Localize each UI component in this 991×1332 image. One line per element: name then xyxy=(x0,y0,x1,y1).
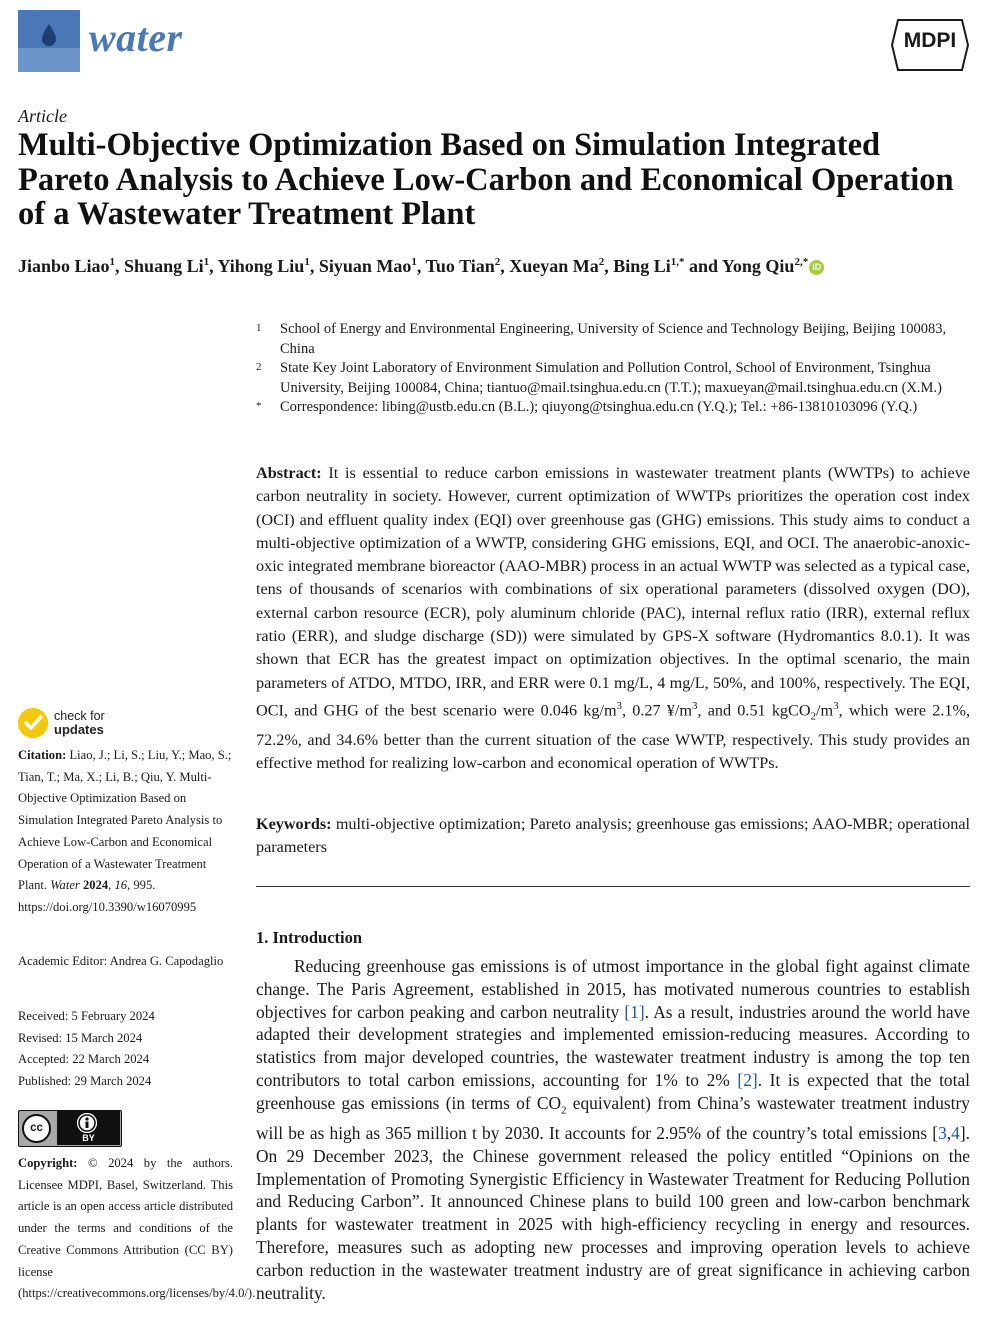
abstract-sup: 3 xyxy=(692,699,698,712)
intro-text: Reducing greenhouse gas emissions is of utmost importance in the global fight against climate change. The Paris Agreement, established in 2015, has motivated numerous countries to establish objectives for carbon peaking and carbon neutrality xyxy=(256,956,970,1022)
ref-bracket: ] xyxy=(959,1123,966,1144)
intro-text: . It is expected that the total greenhouse gas emissions (in terms of CO xyxy=(256,1069,970,1113)
introduction-paragraph xyxy=(256,955,970,1304)
author-name[interactable]: Yihong Liu xyxy=(217,256,305,276)
keywords-label: Keywords: xyxy=(256,815,332,833)
author-affiliation-marker: 1 xyxy=(304,256,310,268)
copyright-notice xyxy=(18,1153,256,1305)
check-updates-line1: check for xyxy=(54,709,105,723)
copyright-text: © 2024 by the authors. Licensee MDPI, Basel, Switzerland. This article is an open access article distributed under the terms and conditions of the Creative Commons Attribution (CC BY) license (https://creativecommons.org/licenses/by/4.0/). xyxy=(18,1156,256,1301)
article-title: Multi-Objective Optimization Based on Simulation Integrated Pareto Analysis to Achieve Low-Carbon and Economical Operation of a Wastewater Treatment Plant xyxy=(18,127,954,232)
affiliation-number: 2 xyxy=(256,361,262,373)
author-separator: , xyxy=(209,256,218,276)
article-type: Article xyxy=(18,106,67,126)
abstract-sup: 3 xyxy=(616,699,623,712)
abstract-text: It is essential to reduce carbon emissions in wastewater treatment plants (WWTPs) to achieve carbon neutrality in society. However, current optimization of WWTPs prioritizes the operation cost index (OCI) and effluent quality index (EQI) over greenhouse gas (GHG) emissions. This study aims to conduct a multi-objective optimization of a WWTP, considering GHG emissions, EQI, and OCI. The anaerobic-anoxic-oxic integrated membrane bioreactor (AAO-MBR) process in an actual WWTP was selected as a typical case, tens of thousands of scenarios with combinations of six operational parameters (dissolved oxygen (DO), external carbon resource (ECR), poly aluminum chloride (PAC), internal reflux ratio (IRR), external reflux ratio (ERR), and sludge discharge (SD)) were simulated by GPS-X software (Hydromantics 8.0.1). It was shown that ECR has the greatest impact on optimization objectives. In the optimal scenario, the main parameters of ATDO, MTDO, IRR, and ERR were 0.1 mg/L, 4 mg/L, 50%, and 100%, respectively. The EQI, OCI, and GHG of the best scenario were 0.046 kg/m xyxy=(256,464,971,720)
copyright-label: Copyright: xyxy=(18,1156,78,1170)
citation-doi[interactable]: , 995. https://doi.org/10.3390/w16070995 xyxy=(18,878,197,914)
citation: Citation: Liao, J.; Li, S.; Liu, Y.; Mao, S.; Tian, T.; Ma, X.; Li, B.; Qiu, Y. Multi-Objective Optimization Based on Simulation Integrated Pareto Analysis to Achieve Low-Carbon and Economical Operation of a Wastewater Treatment Plant. Water 2024, 16, 995. https://doi.org/10.3390/w16070995 xyxy=(18,748,232,914)
affiliation-1 xyxy=(256,320,971,359)
author-affiliation-marker: 1 xyxy=(109,256,116,268)
check-updates-line2: updates xyxy=(54,722,104,737)
cc-icon: cc xyxy=(22,1114,51,1143)
accepted-date: Accepted: 22 March 2024 xyxy=(18,1052,150,1067)
abstract-label: Abstract: xyxy=(256,464,322,482)
affiliation-text: School of Energy and Environmental Engineering, University of Science and Technology Beijing, Beijing 100083, China xyxy=(280,321,947,357)
author-separator: and xyxy=(684,256,722,276)
check-updates-label xyxy=(54,709,105,737)
author-separator: , xyxy=(115,256,125,276)
keywords xyxy=(256,813,970,860)
reference-link-1[interactable]: [1] xyxy=(624,1001,645,1022)
reference-link-2[interactable]: [2] xyxy=(737,1069,758,1090)
author-separator: , xyxy=(604,256,614,276)
journal-name: water xyxy=(89,15,183,60)
by-label: BY xyxy=(82,1133,95,1143)
author-name[interactable]: Xueyan Ma xyxy=(509,256,599,276)
affiliation-number: 1 xyxy=(256,322,262,334)
intro-text: . As a result, industries around the world have adapted their development strategies and implemented emission-reducing measures. According to statistics from major developed countries, the wastewater treatment industry is among the top ten contributors to total carbon emissions, accounting for 1% to 2% xyxy=(256,1001,970,1090)
dates xyxy=(18,1006,233,1093)
affiliation-text: Correspondence: libing@ustb.edu.cn (B.L.); qiuyong@tsinghua.edu.cn (Y.Q.); Tel.: +86-13810103096 (Y.Q.) xyxy=(280,399,918,415)
author-separator: , xyxy=(416,256,426,276)
ref-bracket: [ xyxy=(932,1123,939,1144)
affiliation-number: * xyxy=(256,400,262,412)
abstract xyxy=(256,462,970,775)
citation-journal: Water xyxy=(50,878,80,893)
published-date: Published: 29 March 2024 xyxy=(18,1074,152,1089)
section-divider xyxy=(256,886,970,887)
received-date: Received: 5 February 2024 xyxy=(18,1009,155,1023)
correspondence xyxy=(256,398,971,418)
attribution-person-icon xyxy=(77,1113,97,1133)
abstract-text: , and 0.51 kgCO xyxy=(697,701,811,720)
author-separator: , xyxy=(309,256,319,276)
author-affiliation-marker: 1,* xyxy=(670,256,685,268)
abstract-text: , which were 2.1%, 72.2%, and 34.6% better than the current situation of the case WWTP, respectively. This study provides an effective method for realizing low-carbon and economical operation of WWTPs. xyxy=(256,701,971,773)
author-separator: , xyxy=(500,256,510,276)
mdpi-logo-text: MDPI xyxy=(903,29,957,52)
author-name[interactable]: Yong Qiu xyxy=(721,256,795,276)
reference-link-3[interactable]: 3 xyxy=(938,1123,947,1144)
citation-year: 2024 xyxy=(82,878,109,893)
affiliation-2 xyxy=(256,359,971,398)
citation-label: Citation: xyxy=(18,748,67,762)
affiliation-text: State Key Joint Laboratory of Environment Simulation and Pollution Control, School of Environment, Tsinghua University, Beijing 100084, China; tiantuo@mail.tsinghua.edu.cn (T.T.); maxueyan@mail.tsinghua.edu.cn (X.M.) xyxy=(280,360,942,396)
abstract-text: , 0.27 ¥/m xyxy=(622,701,692,720)
citation-volume: 16 xyxy=(114,878,128,893)
author-affiliation-marker: 1 xyxy=(203,256,210,268)
check-for-updates-button[interactable] xyxy=(18,706,158,742)
revised-date: Revised: 15 March 2024 xyxy=(18,1030,143,1045)
author-affiliation-marker: 1 xyxy=(411,256,417,268)
author-name[interactable]: Shuang Li xyxy=(124,256,204,276)
abstract-text: /m xyxy=(816,701,834,720)
ref-sep: , xyxy=(946,1123,952,1144)
reference-link-4[interactable]: 4 xyxy=(951,1123,960,1144)
academic-editor: Academic Editor: Andrea G. Capodaglio xyxy=(18,954,224,968)
cc-by-license-badge[interactable] xyxy=(18,1110,122,1147)
author-affiliation-marker: 2 xyxy=(598,256,605,268)
mdpi-logo xyxy=(890,18,970,72)
orcid-icon[interactable]: iD xyxy=(809,260,824,275)
intro-text: . On 29 December 2023, the Chinese government released the policy entitled “Opinions on the Implementation of Promoting Synergistic Efficiency in Wastewater Treatment for Reducing Pollution and Reducing Carbon”. It announced Chinese plans to build 100 green and low-carbon benchmark plants for wastewater treatment in 2025 with high-efficiency recycling in energy and resources. Therefore, measures such as adopting new processes and improving operation levels to achieve carbon reduction in the wastewater treatment industry are of great significance in achieving carbon neutrality. xyxy=(256,1123,970,1303)
author-name[interactable]: Siyuan Mao xyxy=(318,256,412,276)
journal-logo-icon xyxy=(18,10,80,72)
by-block xyxy=(57,1111,120,1145)
abstract-sub: 2 xyxy=(810,710,817,723)
affiliations xyxy=(256,320,971,418)
intro-sub: 2 xyxy=(561,1104,567,1117)
author-list xyxy=(18,256,978,277)
author-affiliation-marker: 2,* xyxy=(794,256,809,268)
check-updates-icon xyxy=(18,708,48,738)
abstract-sup: 3 xyxy=(833,699,839,712)
author-name[interactable]: Bing Li xyxy=(613,256,671,276)
author-affiliation-marker: 2 xyxy=(494,256,501,268)
section-heading: 1. Introduction xyxy=(256,928,363,947)
citation-text: Liao, J.; Li, S.; Liu, Y.; Mao, S.; Tian, T.; Ma, X.; Li, B.; Qiu, Y. Multi-Objective Optimization Based on Simulation Integrated Pareto Analysis to Achieve Low-Carbon and Economical Operation of a Wastewater Treatment Plant. xyxy=(18,748,232,893)
author-name[interactable]: Jianbo Liao xyxy=(18,256,110,276)
author-name[interactable]: Tuo Tian xyxy=(425,256,495,276)
intro-text: equivalent) from China’s wastewater treatment industry will be as high as 365 million t by 2030. It accounts for 2.95% of the country’s total emissions xyxy=(256,1092,970,1144)
keywords-text: multi-objective optimization; Pareto analysis; greenhouse gas emissions; AAO-MBR; operational parameters xyxy=(256,815,971,857)
